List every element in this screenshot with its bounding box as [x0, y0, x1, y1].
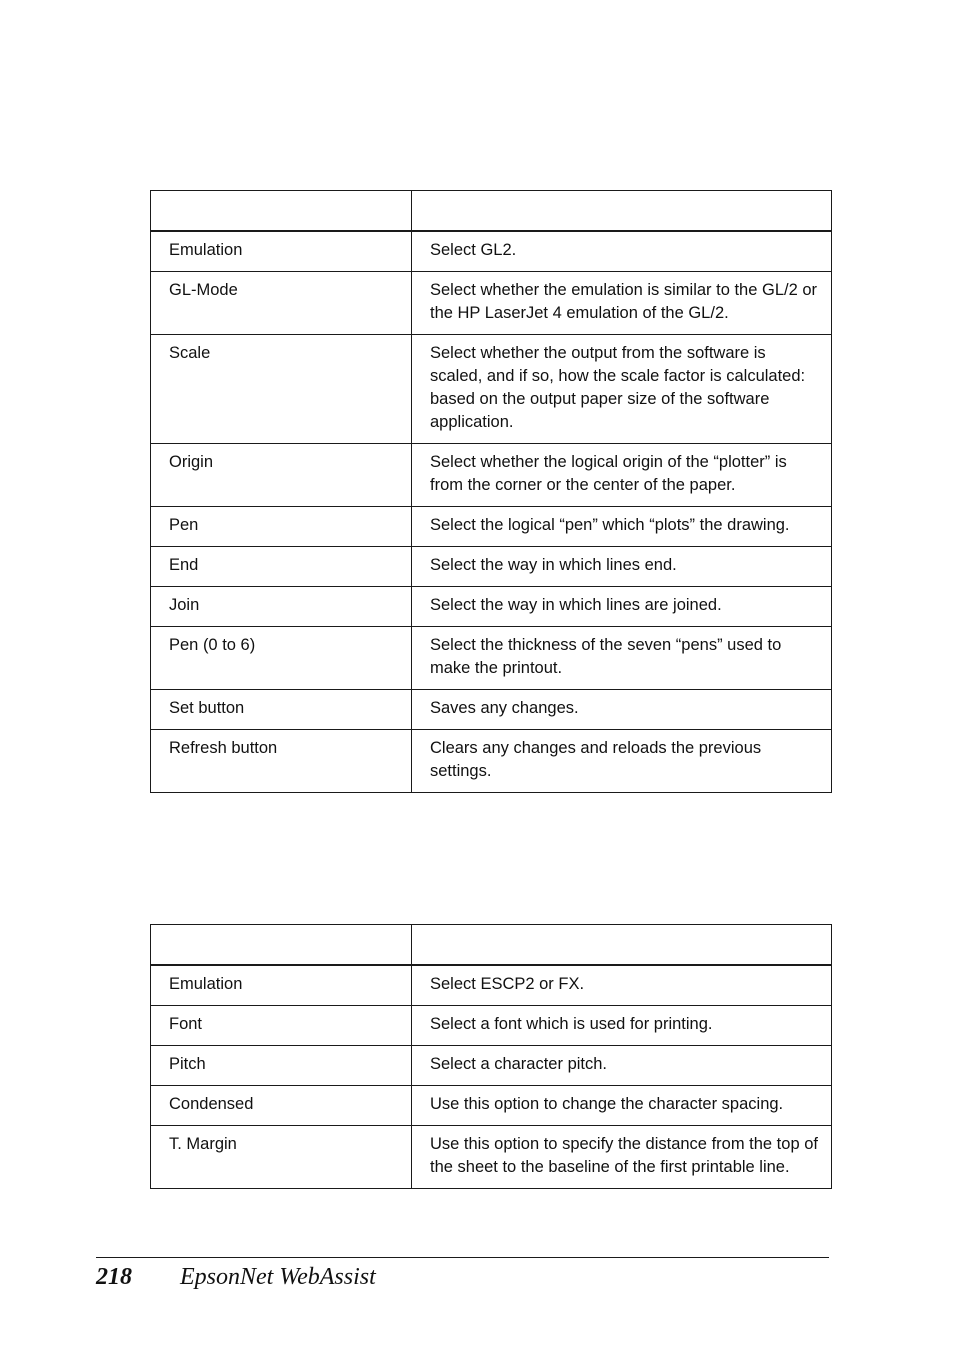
row-description: Select the way in which lines end. — [412, 547, 832, 587]
row-description: Select a character pitch. — [412, 1046, 832, 1086]
row-description: Select whether the output from the software is scaled, and if so, how the scale factor is calculated: based on the output paper size of the software application. — [412, 335, 832, 444]
row-description: Select ESCP2 or FX. — [412, 965, 832, 1006]
row-description: Select whether the logical origin of the “plotter” is from the corner or the center of the paper. — [412, 444, 832, 507]
row-item: Join — [151, 587, 412, 627]
row-description: Select the logical “pen” which “plots” the drawing. — [412, 507, 832, 547]
row-description: Clears any changes and reloads the previous settings. — [412, 730, 832, 793]
row-item: Scale — [151, 335, 412, 444]
row-item: Pen (0 to 6) — [151, 627, 412, 690]
row-description: Select GL2. — [412, 231, 832, 272]
row-item: Set button — [151, 690, 412, 730]
table-row — [151, 1006, 832, 1046]
header-item — [151, 925, 412, 966]
row-item: GL-Mode — [151, 272, 412, 335]
row-description: Use this option to change the character spacing. — [412, 1086, 832, 1126]
header-item — [151, 191, 412, 232]
table-row — [151, 690, 832, 730]
row-item: Emulation — [151, 231, 412, 272]
running-title: EpsonNet WebAssist — [180, 1264, 376, 1290]
row-item: End — [151, 547, 412, 587]
table-row — [151, 335, 832, 444]
table-row — [151, 1126, 832, 1189]
row-item: Origin — [151, 444, 412, 507]
row-item: Emulation — [151, 965, 412, 1006]
row-item: Refresh button — [151, 730, 412, 793]
footer-divider — [96, 1257, 829, 1258]
table-row — [151, 627, 832, 690]
table-row — [151, 1086, 832, 1126]
page-number: 218 — [96, 1264, 132, 1290]
row-description: Use this option to specify the distance from the top of the sheet to the baseline of the first printable line. — [412, 1126, 832, 1189]
table-row — [151, 507, 832, 547]
row-item: Condensed — [151, 1086, 412, 1126]
table-row — [151, 272, 832, 335]
row-description: Select a font which is used for printing. — [412, 1006, 832, 1046]
table-row — [151, 231, 832, 272]
table-row — [151, 965, 832, 1006]
row-description: Select the thickness of the seven “pens” used to make the printout. — [412, 627, 832, 690]
header-description — [412, 925, 832, 966]
header-description — [412, 191, 832, 232]
table-header-row — [151, 191, 832, 232]
escp-settings-table — [150, 924, 832, 1189]
table-header-row — [151, 925, 832, 966]
table-row — [151, 587, 832, 627]
row-item: Font — [151, 1006, 412, 1046]
gl2-settings-table — [150, 190, 832, 793]
row-description: Select the way in which lines are joined. — [412, 587, 832, 627]
row-description: Saves any changes. — [412, 690, 832, 730]
row-item: T. Margin — [151, 1126, 412, 1189]
row-item: Pen — [151, 507, 412, 547]
row-item: Pitch — [151, 1046, 412, 1086]
table-row — [151, 1046, 832, 1086]
table-row — [151, 444, 832, 507]
table-row — [151, 730, 832, 793]
table-row — [151, 547, 832, 587]
row-description: Select whether the emulation is similar to the GL/2 or the HP LaserJet 4 emulation of the GL/2. — [412, 272, 832, 335]
